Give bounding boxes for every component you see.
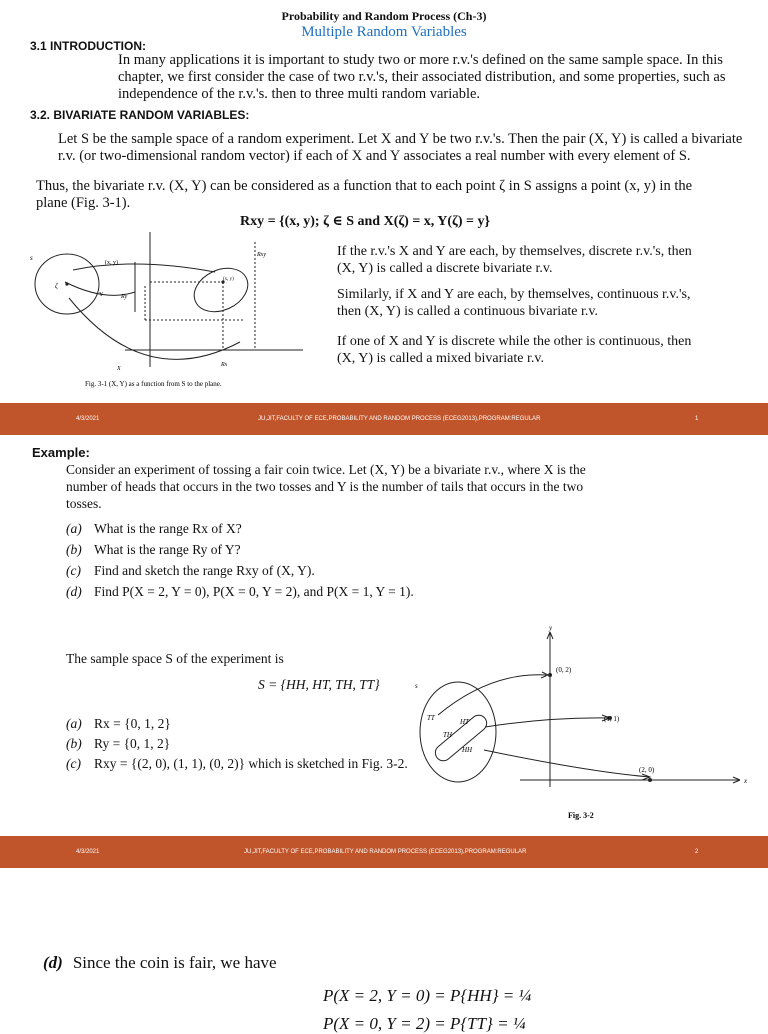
label-x: x: [744, 777, 748, 785]
text-line: independence of the r.v.'s. then to three multi random variable.: [118, 86, 481, 102]
part-label: (d): [43, 953, 63, 972]
label-ht: HT: [460, 718, 469, 726]
label-y: Y: [99, 292, 104, 298]
footer-page-number: 2: [695, 849, 699, 855]
label-rx: Rx: [221, 362, 228, 368]
section-3-2-heading: 3.2. BIVARIATE RANDOM VARIABLES:: [30, 108, 250, 122]
text-line: If the r.v.'s X and Y are each, by themselves, discrete r.v.'s, then: [337, 244, 692, 259]
discrete-paragraph: [337, 243, 757, 277]
figure-3-2: [410, 622, 760, 827]
text-line: (X, Y) is called a mixed bivariate r.v.: [337, 351, 544, 366]
label-x: X: [117, 366, 121, 372]
label-xy: (x, y): [105, 260, 118, 266]
text-line: Thus, the bivariate r.v. (X, Y) can be considered as a function that to each point ζ in S assigns a point (x, y) in the: [36, 178, 693, 194]
part-text: Since the coin is fair, we have: [72, 953, 277, 972]
example-heading: Example:: [32, 445, 90, 460]
list-item: (d) Find P(X = 2, Y = 0), P(X = 0, Y = 2), and P(X = 1, Y = 1).: [66, 584, 414, 599]
subtitle: Multiple Random Variables: [301, 24, 467, 40]
text-line: In many applications it is important to study two or more r.v.'s defined on the same sample space. In this: [118, 52, 723, 68]
sample-space-equation: S = {HH, HT, TH, TT}: [258, 677, 380, 692]
footer-date: 4/3/2021: [76, 416, 100, 422]
section-3-1-body: [118, 52, 758, 103]
section-3-2-body: [58, 131, 768, 165]
label-ry: Ry: [121, 294, 128, 300]
footer-text: JU,JIT,FACULTY OF ECE,PROBABILITY AND RANDOM PROCESS (ECEG2013),PROGRAM:REGULAR: [258, 416, 541, 422]
text-line: If one of X and Y is discrete while the other is continuous, then: [337, 334, 692, 349]
text-line: (X, Y) is called a discrete bivariate r.v.: [337, 261, 553, 276]
fig-3-1-caption: Fig. 3-1 (X, Y) as a function from S to the plane.: [85, 380, 222, 388]
label-zeta: ζ: [55, 282, 58, 290]
list-item: (a) What is the range Rx of X?: [66, 521, 242, 536]
fig-3-2-caption: Fig. 3-2: [568, 811, 594, 820]
equation-2: P(X = 0, Y = 2) = P{TT} = ¼: [323, 1014, 526, 1033]
list-item: (c) Find and sketch the range Rxy of (X, Y).: [66, 563, 315, 578]
list-item: (b) What is the range Ry of Y?: [66, 542, 241, 557]
arrow-hh: [484, 750, 650, 777]
part-d-line: [43, 953, 277, 973]
text-line: chapter, we first consider the case of two r.v.'s, their associated distribution, and some properties, such as: [118, 69, 726, 85]
thus-paragraph: [36, 178, 756, 212]
text-line: r.v. (or two-dimensional random vector) if each of X and Y associates a real number with every element of S.: [58, 148, 691, 164]
label-xy2: (x, y): [223, 277, 234, 282]
label-th: TH: [443, 731, 452, 739]
text-line: number of heads that occurs in the two tosses and Y is the number of tails that occurs in the two: [66, 479, 584, 494]
text-line: then (X, Y) is called a continuous bivariate r.v.: [337, 304, 598, 319]
continuous-paragraph: [337, 286, 757, 320]
list-item: (b) Ry = {0, 1, 2}: [66, 736, 171, 751]
section-3-1-heading: 3.1 INTRODUCTION:: [30, 39, 147, 53]
equation-1: P(X = 2, Y = 0) = P{HH} = ¼: [323, 986, 532, 1005]
text-line: Similarly, if X and Y are each, by themselves, continuous r.v.'s,: [337, 287, 691, 302]
label-11: (1, 1): [604, 715, 620, 723]
header-title: Probability and Random Process (Ch-3): [281, 9, 487, 23]
footer-bar-2: [0, 836, 768, 868]
example-intro: [66, 461, 666, 512]
text-line: tosses.: [66, 496, 102, 511]
mixed-paragraph: [337, 333, 757, 367]
label-hh: HH: [462, 746, 473, 754]
footer-date: 4/3/2021: [76, 849, 100, 855]
label-y: y: [549, 624, 553, 632]
sample-space-text: The sample space S of the experiment is: [66, 651, 284, 666]
text-line: Consider an experiment of tossing a fair coin twice. Let (X, Y) be a bivariate r.v., where X is the: [66, 462, 586, 477]
text-line: Let S be the sample space of a random experiment. Let X and Y be two r.v.'s. Then the pair (X, Y) is called a bivariate: [58, 131, 743, 147]
label-20: (2, 0): [639, 766, 655, 774]
footer-bar-1: [0, 403, 768, 435]
questions-list: [66, 518, 414, 602]
right-paragraphs: [337, 243, 757, 367]
list-item: (c) Rxy = {(2, 0), (1, 1), (0, 2)} which is sketched in Fig. 3-2.: [66, 756, 408, 771]
label-rxy: Rxy: [257, 252, 266, 258]
label-s: s: [30, 254, 33, 262]
list-item: (a) Rx = {0, 1, 2}: [66, 716, 171, 731]
sample-space-ellipse: [420, 682, 496, 782]
label-02: (0, 2): [556, 666, 572, 674]
answers-list: [66, 714, 408, 774]
rxy-formula: Rxy = {(x, y); ζ ∈ S and X(ζ) = x, Y(ζ) = y}: [240, 214, 490, 229]
label-s: s: [415, 682, 418, 690]
arrow-ht-th: [485, 718, 610, 727]
footer-page-number: 1: [695, 416, 699, 422]
label-tt: TT: [427, 714, 435, 722]
figure-3-1: [25, 222, 325, 392]
footer-text: JU,JIT,FACULTY OF ECE,PROBABILITY AND RANDOM PROCESS (ECEG2013),PROGRAM:REGULAR: [244, 849, 527, 855]
text-line: plane (Fig. 3-1).: [36, 195, 131, 211]
